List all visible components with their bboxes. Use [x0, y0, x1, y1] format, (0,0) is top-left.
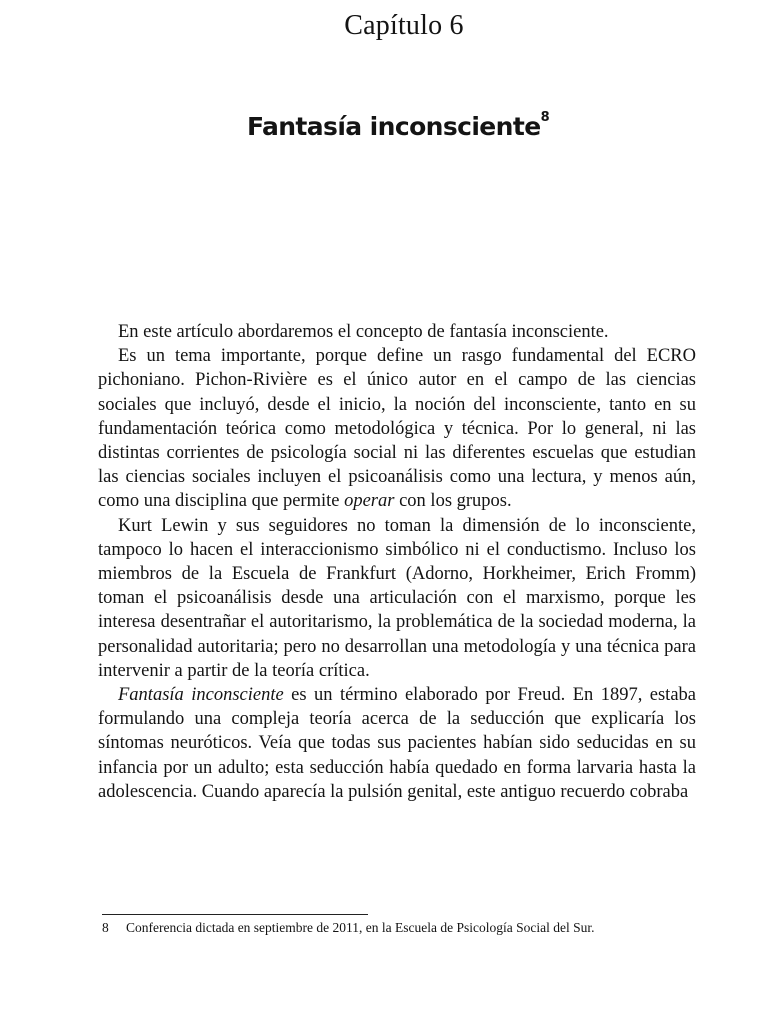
article-title — [0, 112, 768, 141]
paragraph-3 — [98, 514, 696, 683]
paragraph-1 — [98, 320, 696, 344]
footnote — [102, 920, 696, 936]
paragraph-3-text: Kurt Lewin y sus seguidores no toman la dimensión de lo inconsciente, tampoco lo hacen el interaccionismo simbólico ni el conductismo. Incluso los miembros de la Escuela de Frankfurt (Adorno, Horkheimer, Erich Fromm) toman el psicoanálisis desde una articulación con el marxismo, porque les interesa desentrañar el autoritarismo, la problemática de la sociedad moderna, la personalidad autoritaria; pero no desarrollan una metodología y una técnica para intervenir a partir de la teoría crítica. — [98, 515, 696, 681]
paragraph-4-text: es un término elaborado por Freud. En 1897, estaba formulando una compleja teoría acerca de la seducción que explicaría los síntomas neuróticos. Veía que todas sus pacientes habían sido seducidas en su infancia por un adulto; esta seducción había quedado en forma larvaria hasta la adolescencia. Cuando aparecía la pulsión genital, este antiguo recuerdo cobraba — [98, 685, 696, 802]
footnote-rule — [102, 914, 368, 915]
chapter-heading: Capítulo 6 — [344, 10, 464, 41]
title-footnote-ref: 8 — [540, 110, 550, 125]
paragraph-2 — [98, 344, 696, 513]
paragraph-2-tail: con los grupos. — [394, 491, 512, 512]
article-title-text: Fantasía inconsciente — [246, 112, 541, 141]
paragraph-2-italic: operar — [344, 491, 395, 512]
footnote-number: 8 — [102, 920, 109, 935]
paragraph-1-text: En este artículo abordaremos el concepto de fantasía inconsciente. — [118, 322, 609, 342]
paragraph-4 — [98, 683, 696, 804]
footnote-text: Conferencia dictada en septiembre de 2011, en la Escuela de Psicología Social del Sur. — [126, 920, 595, 935]
body-text — [98, 320, 696, 804]
paragraph-2-text: Es un tema importante, porque define un rasgo fundamental del ECRO pichoniano. Pichon-Rivière es el único autor en el campo de las ciencias sociales que incluyó, desde el inicio, la noción del inconsciente, tanto en su fundamentación teórica como metodológica y técnica. Por lo general, ni las distintas corrientes de psicología social ni las diferentes escuelas que estudian las ciencias sociales incluyen el psicoanálisis como una lectura, y menos aún, como una disciplina que permite — [98, 346, 696, 512]
paragraph-4-italic: Fantasía inconsciente — [118, 685, 284, 706]
